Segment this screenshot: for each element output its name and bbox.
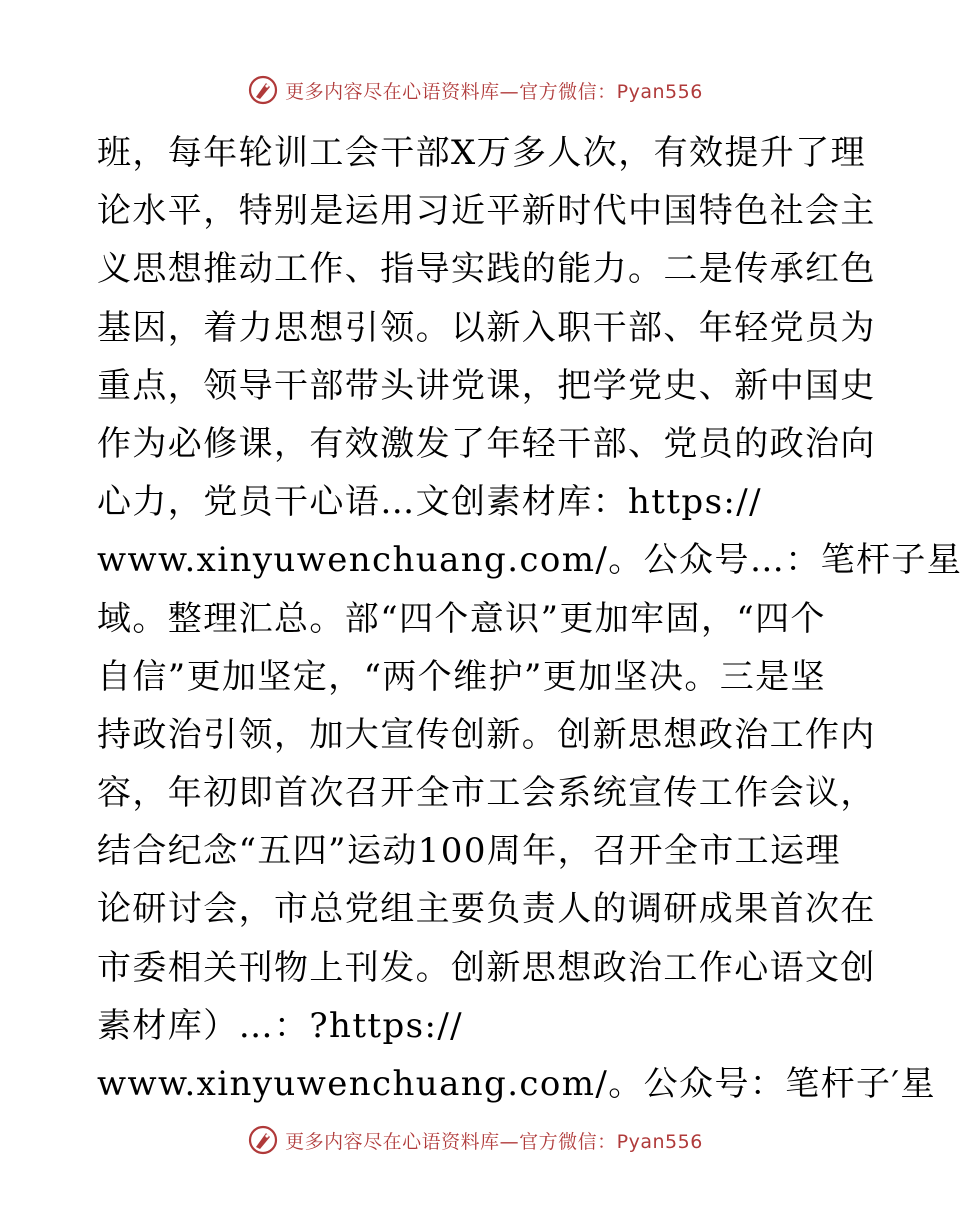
text-line: 容，年初即首次召开全市工会系统宣传工作会议， xyxy=(97,773,876,814)
text-line: 作为必修课，有效激发了年轻干部、党员的政治向 xyxy=(97,423,876,464)
text-line: www.xinyuwenchuang.com/。公众号…：笔杆子星 xyxy=(97,540,962,581)
text-line: 班，每年轮训工会干部X万多人次，有效提升了理 xyxy=(97,133,867,173)
header-banner-text: 更多内容尽在心语资料库—官方微信：Pyan556 xyxy=(285,80,703,103)
text-line: 论研讨会，市总党组主要负责人的调研成果首次在 xyxy=(97,889,876,930)
text-line: 自信”更加坚定，“两个维护”更加坚决。三是坚 xyxy=(97,656,826,697)
text-line: 心力，党员干心语…文创素材库：https:// xyxy=(97,482,763,523)
text-line: 市委相关刊物上刊发。创新思想政治工作心语文创 xyxy=(97,947,876,988)
pen-nib-logo-icon xyxy=(247,1124,279,1156)
text-line: 义思想推动工作、指导实践的能力。二是传承红色 xyxy=(97,249,876,290)
text-line: 素材库）…：?https:// xyxy=(97,1005,464,1046)
footer-banner xyxy=(0,1120,950,1160)
header-banner xyxy=(0,70,950,110)
text-line: 重点，领导干部带头讲党课，把学党史、新中国史 xyxy=(97,365,876,406)
text-line: 持政治引领，加大宣传创新。创新思想政治工作内 xyxy=(97,714,876,755)
footer-banner-text: 更多内容尽在心语资料库—官方微信：Pyan556 xyxy=(285,1130,703,1153)
text-line: www.xinyuwenchuang.com/。公众号：笔杆子′星 xyxy=(97,1064,936,1104)
document-body xyxy=(97,124,962,1113)
text-line: 基因，着力思想引领。以新入职干部、年轻党员为 xyxy=(97,307,876,348)
pen-nib-logo-icon xyxy=(247,74,279,106)
text-line: 论水平，特别是运用习近平新时代中国特色社会主 xyxy=(97,191,876,232)
text-line: 域。整理汇总。部“四个意识”更加牢固，“四个 xyxy=(97,598,826,639)
text-line: 结合纪念“五四”运动100周年，召开全市工运理 xyxy=(97,831,841,872)
